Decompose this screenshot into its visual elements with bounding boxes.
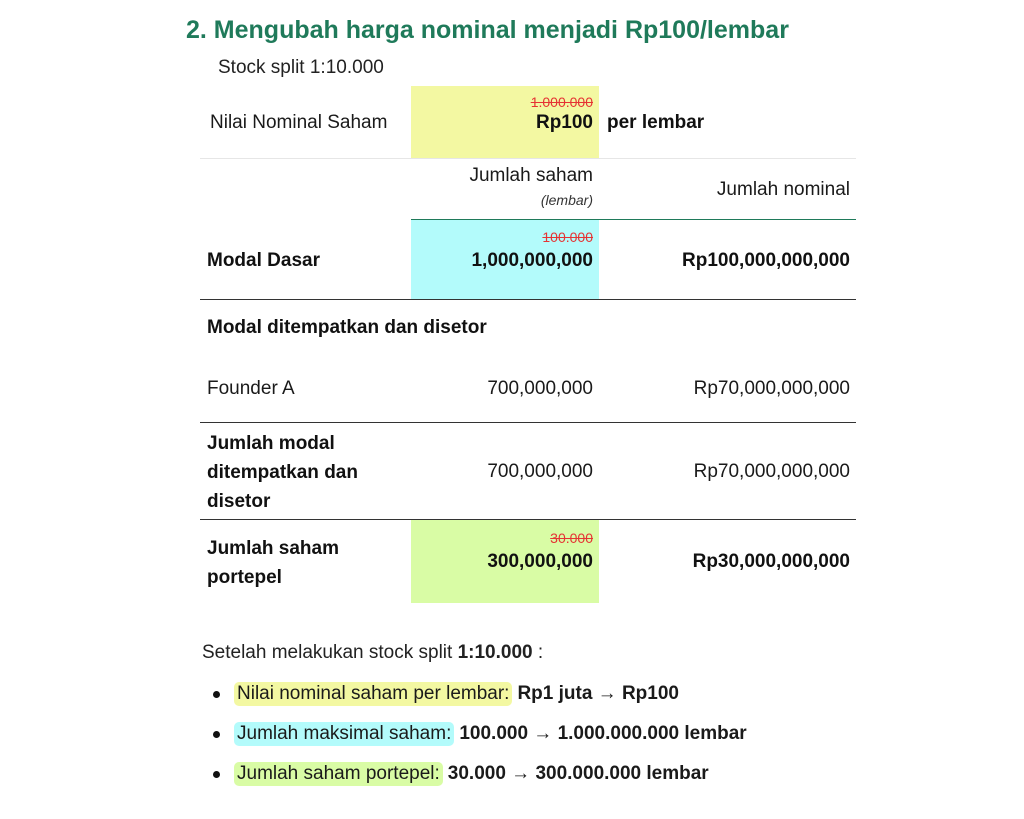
row-divider xyxy=(200,422,856,423)
founder-nominal: Rp70,000,000,000 xyxy=(693,378,850,399)
highlighted-label: Jumlah saham portepel: xyxy=(234,762,443,786)
header-underline xyxy=(411,219,856,220)
highlighted-label: Nilai nominal saham per lembar: xyxy=(234,682,512,706)
row-divider xyxy=(200,519,856,520)
portepel-nominal: Rp30,000,000,000 xyxy=(692,551,850,572)
portepel-label: Jumlah saham portepel xyxy=(207,538,339,588)
modal-dasar-shares: 1,000,000,000 xyxy=(471,250,593,271)
bullet-value: 100.000 → 1.000.000.000 lembar xyxy=(459,723,747,744)
bullet-value: Rp1 juta → Rp100 xyxy=(517,683,679,704)
nominal-new-value: Rp100 xyxy=(535,112,593,133)
nominal-old-value: 1.000.000 xyxy=(530,94,593,110)
total-placed-label: Jumlah modal ditempatkan dan disetor xyxy=(207,433,358,512)
bullet-icon xyxy=(213,731,220,738)
summary-intro-text: Setelah melakukan stock split xyxy=(202,642,453,663)
summary-ratio: 1:10.000 xyxy=(457,642,533,663)
summary-colon: : xyxy=(537,642,544,663)
list-item xyxy=(213,681,679,707)
summary-intro xyxy=(202,642,543,664)
highlighted-label: Jumlah maksimal saham: xyxy=(234,722,454,746)
column-header-shares: Jumlah saham xyxy=(469,165,593,186)
portepel-shares: 300,000,000 xyxy=(487,551,593,572)
row-divider xyxy=(200,299,856,300)
nominal-unit: per lembar xyxy=(607,112,705,133)
modal-dasar-nominal: Rp100,000,000,000 xyxy=(682,250,850,271)
total-placed-shares: 700,000,000 xyxy=(487,461,593,482)
bullet-icon xyxy=(213,771,220,778)
bullet-value: 30.000 → 300.000.000 lembar xyxy=(447,763,709,784)
founder-label: Founder A xyxy=(207,378,295,399)
column-header-nominal: Jumlah nominal xyxy=(716,179,850,200)
row-divider xyxy=(200,158,856,159)
bullet-icon xyxy=(213,691,220,698)
section-label: Modal ditempatkan dan disetor xyxy=(207,317,487,338)
founder-shares: 700,000,000 xyxy=(487,378,593,399)
page-title: 2. Mengubah harga nominal menjadi Rp100/lembar xyxy=(186,16,789,44)
list-item xyxy=(213,761,709,787)
column-header-shares-unit: (lembar) xyxy=(540,192,593,208)
portepel-shares-old: 30.000 xyxy=(550,530,593,546)
total-placed-nominal: Rp70,000,000,000 xyxy=(693,461,850,482)
modal-dasar-shares-old: 100.000 xyxy=(542,229,593,245)
list-item xyxy=(213,721,747,747)
subtitle: Stock split 1:10.000 xyxy=(218,57,384,78)
nominal-label: Nilai Nominal Saham xyxy=(210,112,388,133)
modal-dasar-label: Modal Dasar xyxy=(207,250,320,271)
